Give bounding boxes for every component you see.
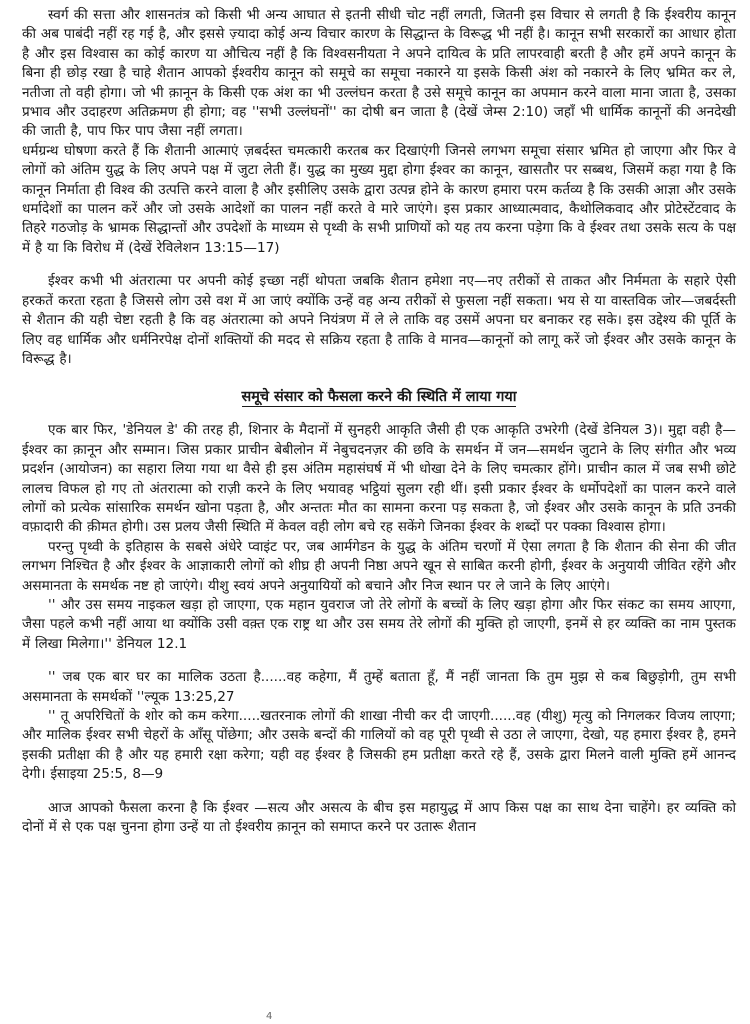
- paragraph-armageddon: परन्तु पृथ्वी के इतिहास के सबसे अंधेरे प्वाइंट पर, जब आर्मगेडन के युद्ध के अंतिम चरणों में ऐसा लगता है कि शैतान की सेना की जीत लगभग निश्चित है और ईश्वर के आज्ञाकारी लोगों को शीघ्र ही अपनी निष्ठा अपने खून से साबित करनी होगी, ईश्वर के अनुयायी जीवित रहेंगे और असमानता के समर्थक नष्ट हो जाएंगे। यीशु स्वयं अपने अनुयायियों को बचाने और निज स्थान पर ले जाने के लिए आएंगे।: [22, 538, 736, 594]
- paragraph-scripture-declaration: धर्मग्रन्थ घोषणा करते हैं कि शैतानी आत्माएं ज़बर्दस्त चमत्कारी करतब कर दिखाएंगी जिनसे लगभग समूचा संसार भ्रमित हो जाएगा और फिर वे लोगों को अंतिम युद्ध के लिए अपने पक्ष में जुटा लेती हैं। युद्ध का मुख्य मुद्दा होगा ईश्वर का कानून, खासतौर पर सब्बथ, जिसमें कहा गया है कि कानून निर्माता ही विश्व की उत्पत्ति करने वाला है और इसीलिए उसके द्वारा उत्पन्न होने के कारण हमारा परम कर्तव्य है कि उसकी आज्ञा और उसके धर्मादेशों का पालन करें और जो उसके आदेशों का पालन नहीं करते वे मारे जाएंगे। इस प्रकार आध्यात्मवाद, कैथोलिकवाद और प्रोटेस्टेंटवाद के तिहरे गठजोड़ के भ्रामक सिद्धान्तों और उपदेशों के माध्यम से पृथ्वी के सभी प्राणियों को यह तय करना पड़ेगा कि वे ईश्वर तथा उसके सत्य के पक्ष में है या कि विरोध में (देखें रेविलेशन 13:15—17): [22, 142, 736, 256]
- paragraph-daniel-day: एक बार फिर, 'डेनियल डे' की तरह ही, शिनार के मैदानों में सुनहरी आकृति जैसी ही एक आकृति उभरेगी (देखें डेनियल 3)। मुद्दा वही है— ईश्वर का क़ानून और सम्मान। जिस प्रकार प्राचीन बेबीलोन में नेबुचदनज़र की छवि के समर्थन में जन—समर्थन जुटाने के लिए संगीत और भव्य प्रदर्शन (आयोजन) का सहारा लिया गया था वैसे ही इस अंतिम महासंघर्ष में भी धोखा देने के लिए चमत्कार होंगे। प्राचीन काल में जब सभी छोटे लालच विफल हो गए तो अंतरात्मा को राज़ी करने के लिए भयावह भट्ठियां सुलग रही थीं। इसी प्रकार ईश्वर के धर्मोपदेशों का पालन करने वाले लोगों को प्रत्येक सांसारिक समर्थन खोना पड़ता है, और अन्ततः मौत का सामना करना पड़ सकता है, जो ईश्वर और उसके कानून के प्रति उनकी वफ़ादारी की क़ीमत होगी। उस प्रलय जैसी स्थिति में केवल वही लोग बचे रह सकेंगे जिनका ईश्वर के शब्दों पर पक्का विश्वास होगा।: [22, 422, 737, 536]
- paragraph-divine-law: स्वर्ग की सत्ता और शासनतंत्र को किसी भी अन्य आघात से इतनी सीधी चोट नहीं लगती, जितनी इस विचार से लगती है कि ईश्वरीय कानून की अब पाबंदी नहीं रह गई है, और इससे ज़्यादा कोई अन्य विचार कारण के सिद्धान्त के विरूद्ध भी नहीं है। कानून सभी सरकारों का आधार होता है और इस विश्वास का कोई कारण या औचित्य नहीं है कि विश्वसनीयता ने अपने दायित्व के प्रति लापरवाही बरती है और हमें अपने कानून के बिना ही छोड़ रखा है चाहे शैतान आपको ईश्वरीय कानून को समूचे का समूचा नकारने या इसके किसी अंश को नकारने के लिए भ्रमित कर ले, नतीजा तो वही होगा। जो भी क़ानून के किसी एक अंश का भी उल्लंघन करता है उसे समूचे कानून का अपमान करने वाला माना जाता है, उसका प्रभाव और उदाहरण अतिक्रमण ही होगा; वह ''सभी उल्लंघनों'' का दोषी बन जाता है (देखें जेम्स 2:10) जहाँ भी धार्मिक कानूनों की अनदेखी की जाती है, पाप फिर पाप जैसा नहीं लगता।: [22, 7, 736, 140]
- page-number: 4: [266, 1011, 273, 1022]
- quote-daniel-12: '' और उस समय नाइकल खड़ा हो जाएगा, एक महान युवराज जो तेरे लोगों के बच्चों के लिए खड़ा होगा और फिर संकट का समय आएगा, जैसा पहले कभी नहीं आया था क्योंकि उसी वक़्त एक राष्ट्र था और उस समय तेरे लोगों की मुक्ति हो जाएगी, इनमें से हर व्यक्ति का नाम पुस्तक में लिखा मिलेगा।'' डेनियल 12.1: [22, 596, 736, 652]
- section-heading: समूचे संसार को फैसला करने की स्थिति में लाया गया: [241, 389, 517, 406]
- paragraph-conscience: ईश्वर कभी भी अंतरात्मा पर अपनी कोई इच्छा नहीं थोपता जबकि शैतान हमेशा नए—नए तरीकों से ताकत और निर्ममता के सहारे ऐसी हरकतें करता रहता है जिससे लोग उसे वश में आ जाएं क्योंकि उन्हें वह अन्य तरीकों से फुसला नहीं सकता। भय से या वास्तविक जोर—जबर्दस्ती से शैतान की यही चेष्टा रहती है कि वह अंतरात्मा को अपने नियंत्रण में ले ले ताकि वह उसमें अपना घर बनाकर रह सके। इस उद्देश्य की पूर्ति के लिए वह धार्मिक और धर्मनिरपेक्ष दोनों शक्तियों की मदद से सक्रिय रहता है ताकि वे मानव—कानूनों को लागू करें जो ईश्वर और उसके कानून के विरूद्ध है।: [22, 273, 736, 367]
- paragraph-decision: आज आपको फैसला करना है कि ईश्वर —सत्य और असत्य के बीच इस महायुद्ध में आप किस पक्ष का साथ देना चाहेंगे। हर व्यक्ति को दोनों में से एक पक्ष चुनना होगा उन्हें या तो ईश्वरीय क़ानून को समाप्त करने पर उतारू शैतान: [22, 799, 736, 836]
- quote-luke-13: '' जब एक बार घर का मालिक उठता है......वह कहेगा, मैं तुम्हें बताता हूँ, मैं नहीं जानता कि तुम मुझ से कब बिछुड़ोगी, तुम सभी असमानता के समर्थकों ''ल्यूक 13:25,27: [22, 669, 736, 705]
- quote-isaiah-25: '' तू अपरिचितों के शोर को कम करेगा.....खतरनाक लोगों की शाखा नीची कर दी जाएगी......वह (यीशु) मृत्यु को निगलकर विजय लाएगा; और मालिक ईश्वर सभी चेहरों के आँसू पोंछेगा; और उसके बन्दों की गालियों को वह पूरी पृथ्वी से उठा ले जाएगा, देखो, यह हमारा ईश्वर है, हमने इसकी प्रतीक्षा की है और यह हमारी रक्षा करेगा; यही वह ईश्वर है जिसकी हम प्रतीक्षा करते रहे हैं, उसके द्वारा मिलने वाली मुक्ति हमें आनन्द देगी। ईसाइया 25:5, 8—9: [22, 708, 736, 783]
